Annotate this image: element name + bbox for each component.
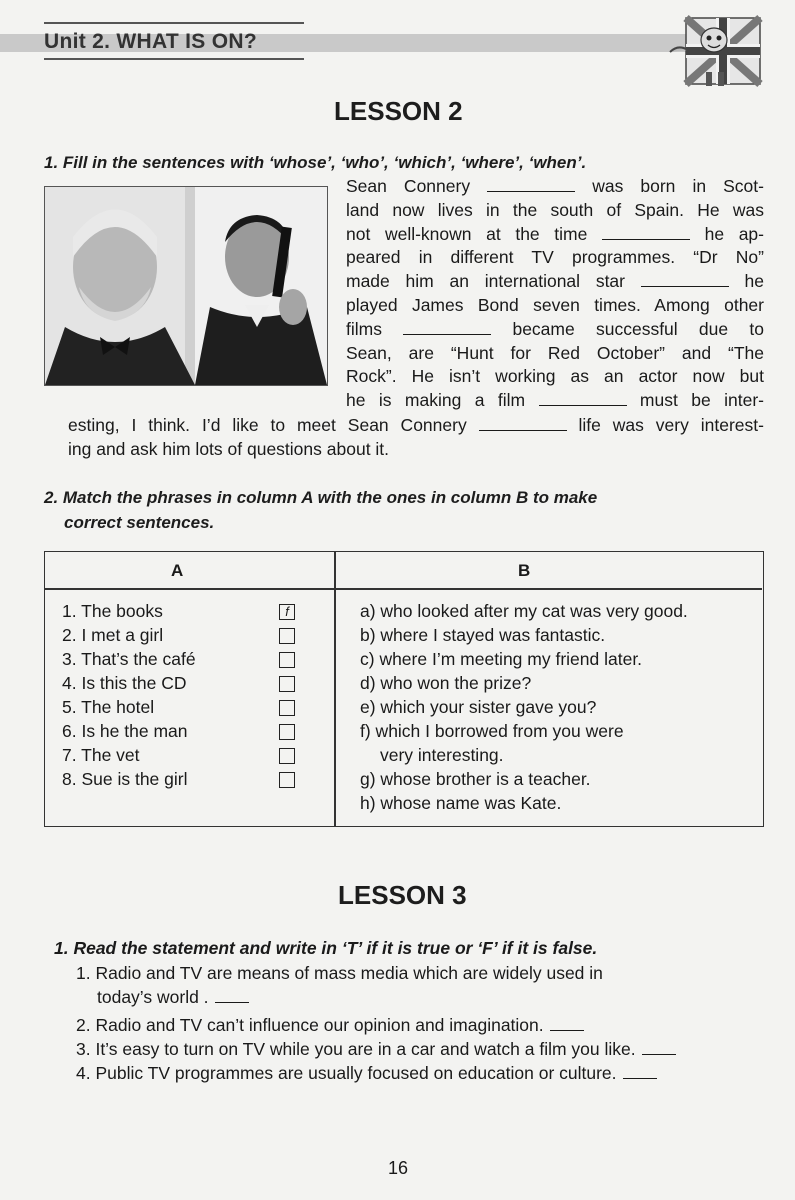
column-a-item: 4. Is this the CD (62, 673, 187, 693)
statement-item: 3. It’s easy to turn on TV while you are in a car and watch a film you like. (76, 1039, 676, 1060)
answer-blank[interactable] (539, 391, 627, 406)
table-column-divider (334, 551, 336, 827)
task-2-instruction (44, 485, 744, 535)
answer-blank[interactable] (215, 988, 249, 1003)
paragraph-line: esting, I think. I’d like to meet Sean Connery life was very interest- (68, 415, 764, 435)
statement-item: today’s world . (97, 987, 249, 1008)
column-b-item: h) whose name was Kate. (360, 793, 562, 813)
column-b-item: b) where I stayed was fantastic. (360, 625, 606, 645)
task-2-instruction-line: 2. Match the phrases in column A with the ones in column B to make (44, 488, 598, 507)
answer-blank[interactable] (487, 177, 575, 192)
answer-checkbox[interactable]: f (279, 604, 295, 620)
answer-checkbox[interactable] (279, 772, 295, 788)
column-a-item: 6. Is he the man (62, 721, 188, 741)
paragraph-line: films became successful due to (346, 318, 764, 339)
unit-title: Unit 2. WHAT IS ON? (44, 30, 257, 53)
answer-checkbox[interactable] (279, 676, 295, 692)
task-1-paragraph (346, 175, 764, 413)
answer-checkbox[interactable] (279, 628, 295, 644)
answer-checkbox[interactable] (279, 652, 295, 668)
statement-item: 1. Radio and TV are means of mass media which are widely used in (76, 963, 603, 983)
column-b-item: very interesting. (380, 745, 504, 765)
column-b-item: g) whose brother is a teacher. (360, 769, 591, 789)
answer-blank[interactable] (550, 1016, 584, 1031)
answer-blank[interactable] (642, 1040, 676, 1055)
column-a-item: 3. That’s the café (62, 649, 196, 669)
answer-blank[interactable] (641, 272, 729, 287)
answer-blank[interactable] (623, 1064, 657, 1079)
paragraph-line: Sean, are “Hunt for Red October” and “The (346, 342, 764, 363)
statement-item: 4. Public TV programmes are usually focused on education or culture. (76, 1063, 657, 1084)
paragraph-line: Rock”. He isn’t working as an actor now but (346, 366, 764, 387)
answer-checkbox[interactable] (279, 748, 295, 764)
column-b-header: B (518, 561, 531, 580)
column-b-item: c) where I’m meeting my friend later. (360, 649, 643, 669)
paragraph-line: peared in different TV programmes. “Dr No” (346, 247, 764, 268)
column-b-item: e) which your sister gave you? (360, 697, 597, 717)
column-a-item: 2. I met a girl (62, 625, 164, 645)
header-rule-top (44, 22, 304, 24)
column-a-item: 7. The vet (62, 745, 140, 765)
paragraph-line: Sean Connery was born in Scot- (346, 176, 764, 196)
task-2-instruction-line: correct sentences. (64, 513, 215, 532)
paragraph-line: not well-known at the time he ap- (346, 223, 764, 244)
column-a-item: 8. Sue is the girl (62, 769, 188, 789)
answer-blank[interactable] (479, 416, 567, 431)
column-b-item: f) which I borrowed from you were (360, 721, 624, 741)
paragraph-line: land now lives in the south of Spain. He was (346, 199, 764, 220)
paragraph-line: he is making a film must be inter- (346, 390, 764, 411)
paragraph-line: made him an international star he (346, 271, 764, 292)
answer-blank[interactable] (403, 320, 491, 335)
page-number: 16 (388, 1158, 409, 1178)
paragraph-line: ing and ask him lots of questions about it. (68, 438, 390, 459)
sean-connery-photo (44, 186, 328, 386)
column-b-item: d) who won the prize? (360, 673, 532, 693)
table-header-divider (44, 588, 762, 590)
union-jack-mascot-icon (668, 14, 763, 94)
paragraph-line: played James Bond seven times. Among other (346, 294, 764, 315)
answer-checkbox[interactable] (279, 724, 295, 740)
task-1-paragraph-tail (68, 414, 764, 462)
answer-blank[interactable] (602, 225, 690, 240)
column-b-item: a) who looked after my cat was very good. (360, 601, 688, 621)
answer-checkbox[interactable] (279, 700, 295, 716)
lesson-3-title: LESSON 3 (338, 880, 467, 910)
column-a-header: A (171, 561, 184, 580)
column-a-item: 1. The books (62, 601, 163, 621)
header-rule-bottom (44, 58, 304, 60)
lesson-2-title: LESSON 2 (334, 96, 463, 126)
statement-item: 2. Radio and TV can’t influence our opinion and imagination. (76, 1015, 584, 1036)
lesson-3-instruction: 1. Read the statement and write in ‘T’ if it is true or ‘F’ if it is false. (54, 938, 598, 958)
column-a-item: 5. The hotel (62, 697, 155, 717)
task-1-instruction: 1. Fill in the sentences with ‘whose’, ‘who’, ‘which’, ‘where’, ‘when’. (44, 153, 587, 172)
